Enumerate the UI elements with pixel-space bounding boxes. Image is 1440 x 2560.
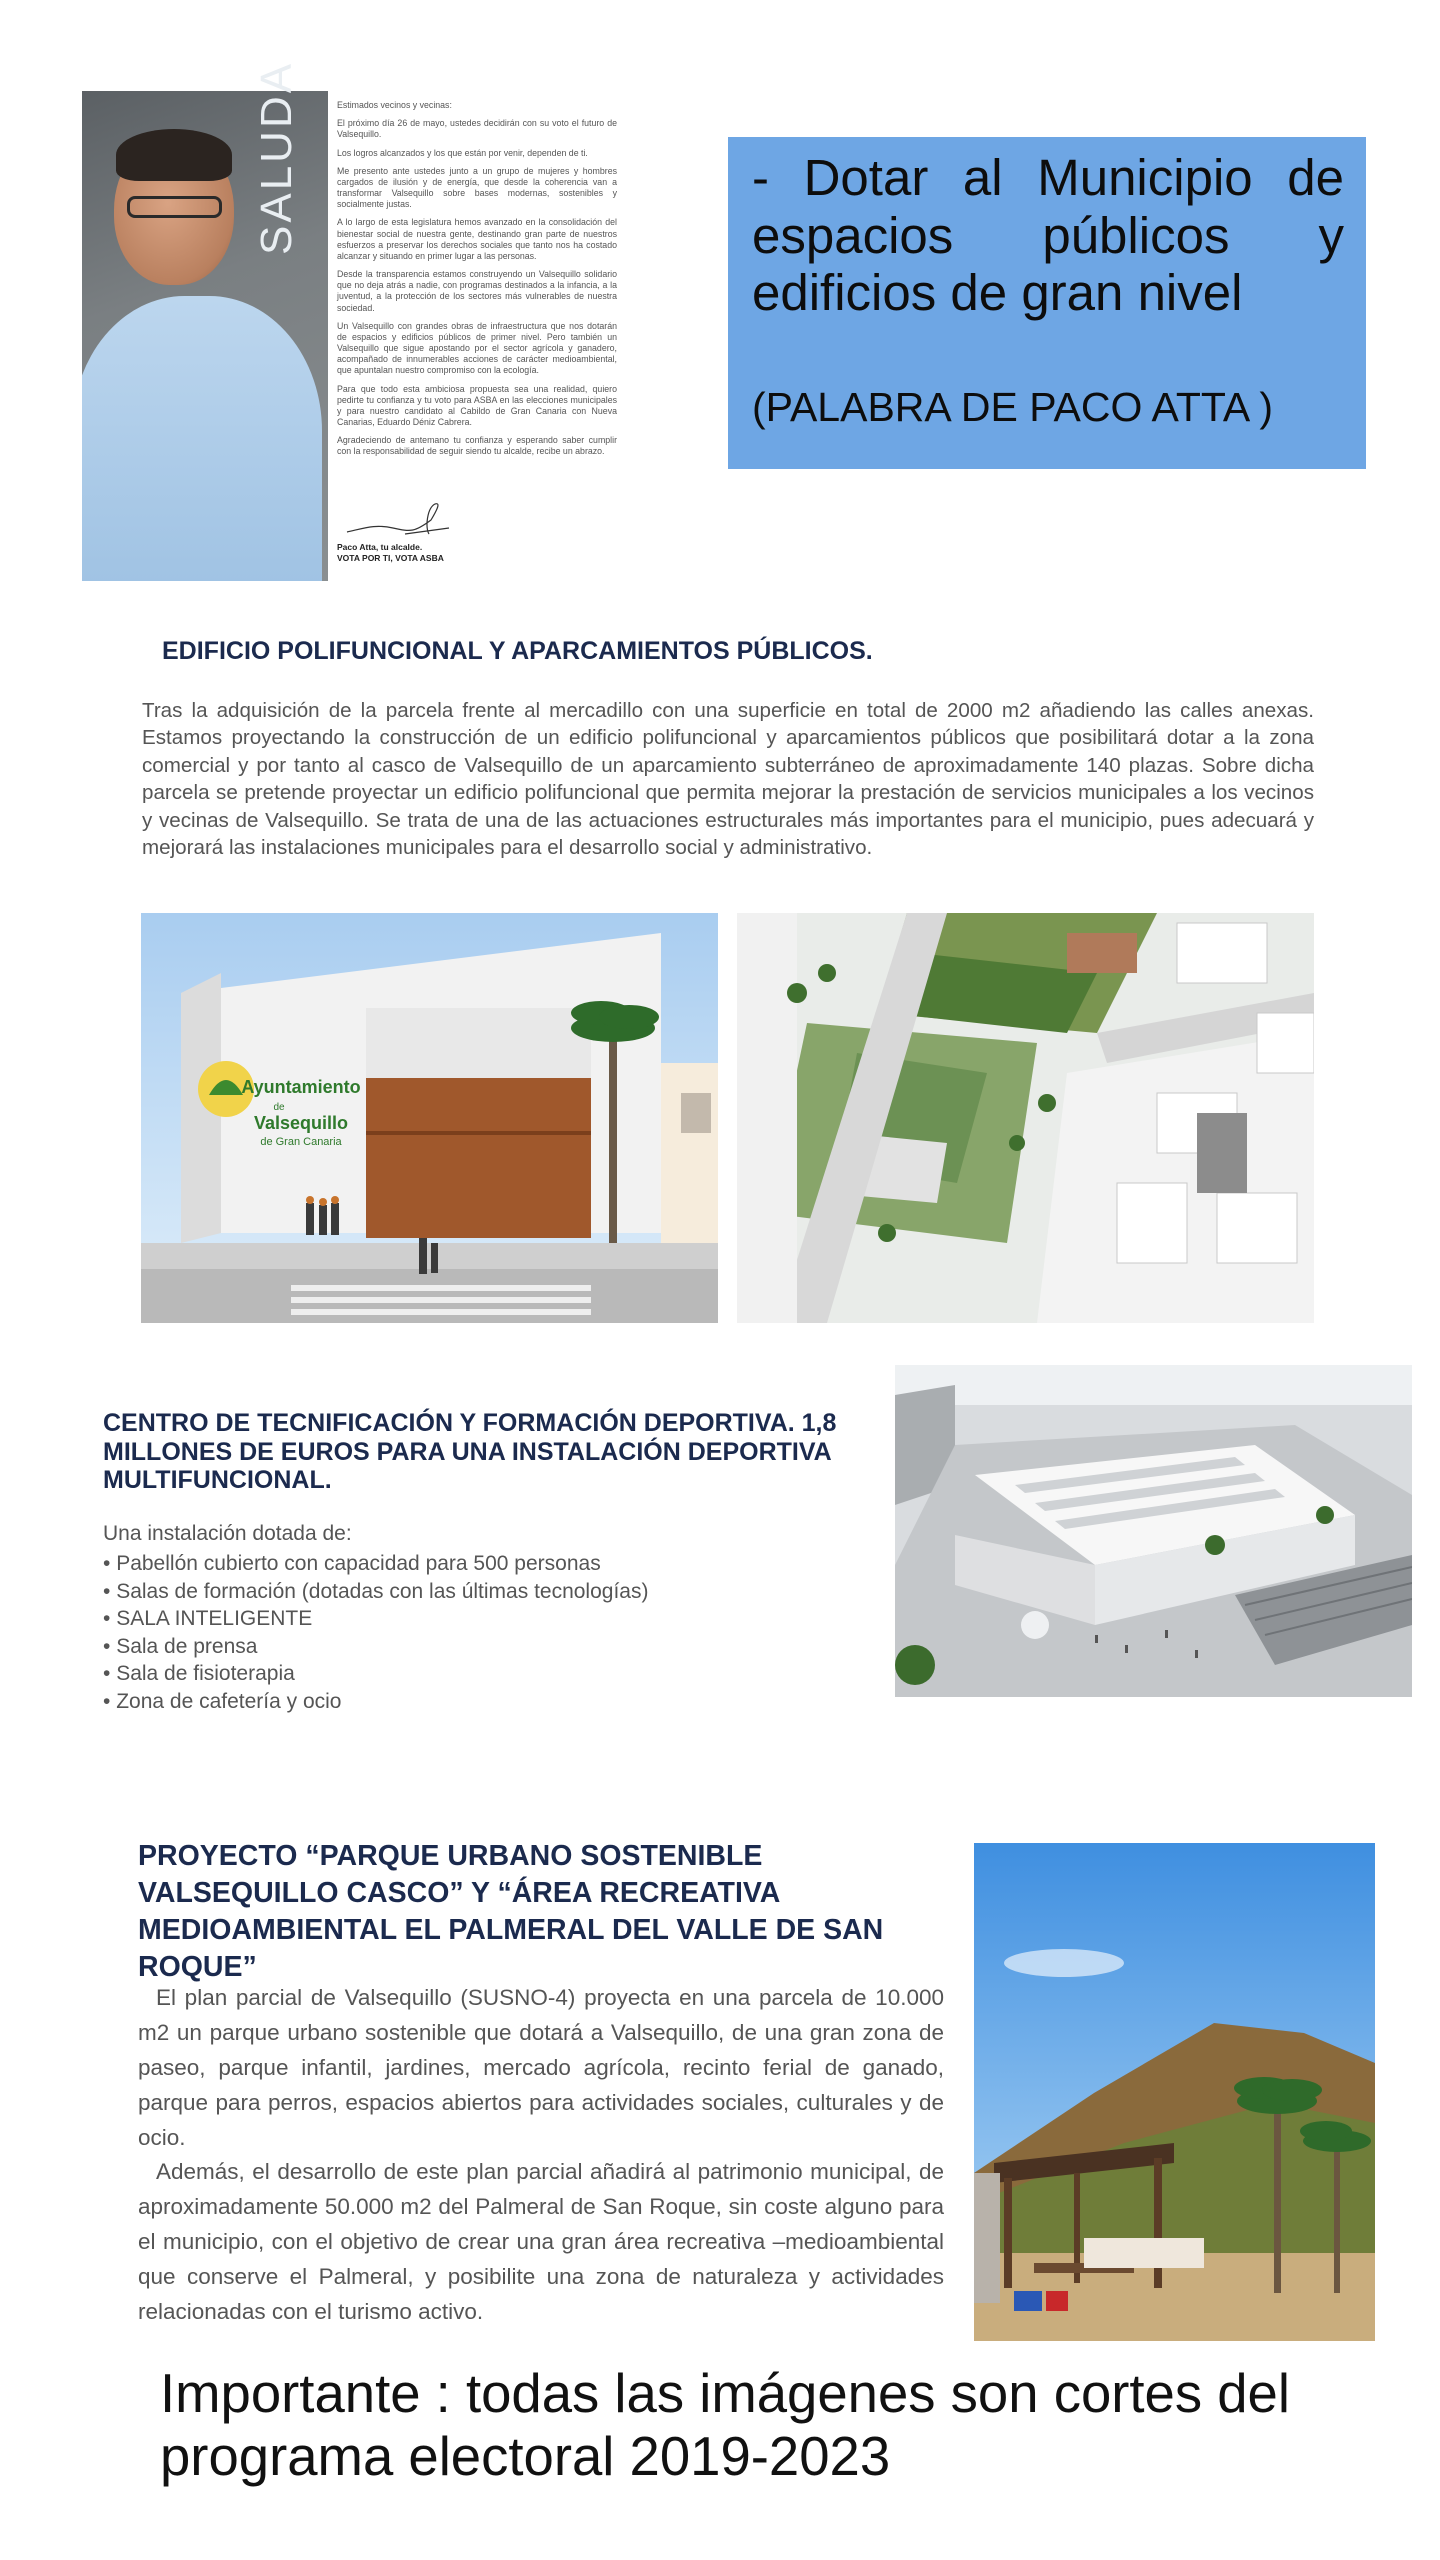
saluda-letter	[337, 100, 617, 465]
handwritten-signature	[345, 498, 455, 538]
letter-paragraph: Para que todo esta ambiciosa propuesta sea una realidad, quiero pedirte tu confianza y tu voto para ASBA en las elecciones municipales y para nuestro candidato al Cabildo de Gran Canaria con Nueva Canarias, Eduardo Déniz Cabrera.	[337, 383, 617, 428]
parque-paragraph-2: Además, el desarrollo de este plan parcial añadirá al patrimonio municipal, de aproximadamente 50.000 m2 del Palmeral de San Roque, sin coste alguno para el municipio, con el objetivo de crear una gran área recreativa –medioambiental que conserve el Palmeral, y posibilite una zona de naturaleza y actividades relacionadas con el turismo activo.	[138, 2159, 944, 2324]
list-item: • Zona de cafetería y ocio	[103, 1688, 648, 1716]
sign-line-4: de Gran Canaria	[260, 1136, 342, 1148]
sign-line-3: Valsequillo	[253, 1113, 349, 1133]
list-item: • SALA INTELIGENTE	[103, 1605, 648, 1633]
saluda-heading: SALUDA	[252, 60, 301, 255]
quote-box	[728, 137, 1366, 469]
section-title-parque: PROYECTO “PARQUE URBANO SOSTENIBLE VALSEQUILLO CASCO” Y “ÁREA RECREATIVA MEDIOAMBIENTAL EL PALMERAL DEL VALLE DE SAN ROQUE”	[138, 1840, 884, 1984]
photo-hair	[116, 129, 232, 181]
building-rendering-image	[141, 913, 718, 1323]
photo-shirt	[82, 296, 322, 581]
letter-paragraph: Un Valsequillo con grandes obras de infraestructura que nos dotarán de espacios y edificios públicos de primer nivel. Pero también un Valsequillo que sigue apostando por el sector agrícola y ganadero, acompañado de innumerables acciones de carácter medioambiental, que apuntalan nuestro compromiso con la ecología.	[337, 320, 617, 376]
letter-paragraph: Me presento ante ustedes junto a un grupo de mujeres y hombres cargados de ilusión y de energía, que desde la coherencia van a transformar Valsequillo sobre bases modernas, sostenibles y socialmente justas.	[337, 165, 617, 210]
list-item: • Sala de fisioterapia	[103, 1660, 648, 1688]
photo-glasses	[127, 196, 222, 218]
sports-center-rendering-image	[895, 1365, 1412, 1697]
letter-paragraph: Los logros alcanzados y los que están por venir, dependen de ti.	[337, 147, 588, 158]
section-text-edificio: Tras la adquisición de la parcela frente al mercadillo con una superficie en total de 2000 m2 añadiendo las calles anexas. Estamos proyectando la construcción de un edificio polifuncional y aparcamientos públicos que posibilitará dotar a la zona comercial y por tanto al casco de Valsequillo de un aparcamiento subterráneo de aproximadamente 140 plazas. Sobre dicha parcela se pretende proyectar un edificio polifuncional que permita mejorar la prestación de servicios municipales a los vecinos y vecinas de Valsequillo. Se trata de una de las actuaciones estructurales más importantes para el municipio, pues adecuará y mejorará las instalaciones municipales para el desarrollo social y administrativo.	[142, 699, 1314, 859]
list-item: • Sala de prensa	[103, 1633, 648, 1661]
section-text-parque	[138, 1981, 944, 2330]
letter-paragraph: Agradeciendo de antemano tu confianza y esperando saber cumplir con la responsabilidad de seguir siendo tu alcalde, recibe un abrazo.	[337, 435, 617, 457]
list-item: • Pabellón cubierto con capacidad para 500 personas	[103, 1550, 648, 1578]
section-title-deportivo: CENTRO DE TECNIFICACIÓN Y FORMACIÓN DEPORTIVA. 1,8 MILLONES DE EUROS PARA UNA INSTALACIÓN DEPORTIVA MULTIFUNCIONAL.	[103, 1409, 837, 1494]
quote-attribution: (PALABRA DE PACO ATTA )	[752, 383, 1273, 430]
palm-grove-photo	[974, 1843, 1375, 2341]
facility-list	[103, 1550, 648, 1715]
footer-note: Importante : todas las imágenes son cortes del programa electoral 2019-2023	[160, 2363, 1290, 2487]
letter-paragraph: Estimados vecinos y vecinas:	[337, 100, 452, 110]
list-item: • Salas de formación (dotadas con las últimas tecnologías)	[103, 1578, 648, 1606]
section-intro-deportivo: Una instalación dotada de:	[103, 1522, 352, 1545]
quote-main-text: - Dotar al Municipio de espacios públicos y edificios de gran nivel	[752, 149, 1344, 322]
letter-paragraph: A lo largo de esta legislatura hemos avanzado en la consolidación del bienestar social de nuestra gente, destinando gran parte de nuestros esfuerzos a preservar los derechos sociales que tanto nos ha costado alcanzar y situando en primer lugar a las personas.	[337, 217, 617, 261]
signature-slogan: VOTA POR TI, VOTA ASBA	[337, 553, 444, 563]
parque-paragraph-1: El plan parcial de Valsequillo (SUSNO-4) proyecta en una parcela de 10.000 m2 un parque urbano sostenible que dotará a Valsequillo, de una gran zona de paseo, parque infantil, jardines, mercado agrícola, recinto ferial de ganado, parque para perros, espacios abiertos para actividades sociales, culturales y de ocio.	[138, 1985, 944, 2150]
letter-paragraph: El próximo día 26 de mayo, ustedes decidirán con su voto el futuro de Valsequillo.	[337, 118, 617, 140]
aerial-plan-image	[737, 913, 1314, 1323]
letter-paragraph: Desde la transparencia estamos construyendo un Valsequillo solidario que no deja atrás a nadie, con programas destinados a la infancia, a la juventud, a la protección de los sectores más vulnerables de nuestra sociedad.	[337, 269, 617, 313]
sign-line-1: Ayuntamiento	[241, 1077, 361, 1097]
section-title-edificio: EDIFICIO POLIFUNCIONAL Y APARCAMIENTOS PÚBLICOS.	[162, 637, 873, 665]
sign-line-2: de	[273, 1102, 285, 1113]
signature-name: Paco Atta, tu alcalde.	[337, 542, 423, 552]
